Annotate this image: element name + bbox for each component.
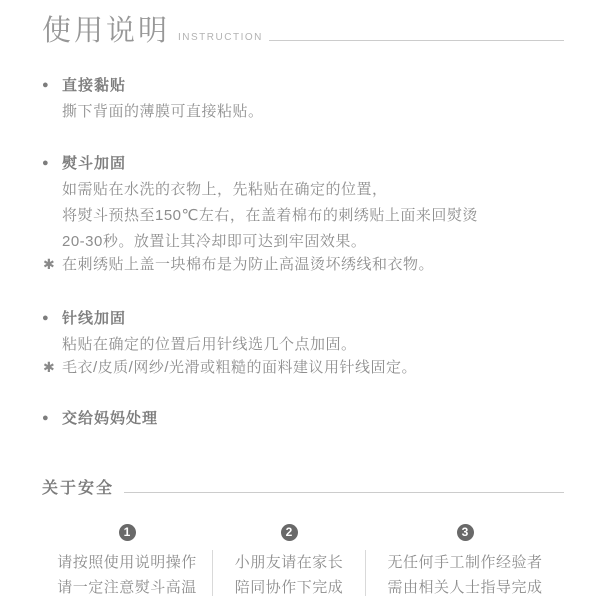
safety-rule [124, 492, 564, 493]
footnote-row [42, 356, 564, 379]
section-heading: 直接黏贴 [62, 76, 127, 94]
section-heading: 熨斗加固 [62, 154, 127, 172]
safety-text-line: 需由相关人士指导完成 [387, 579, 543, 597]
safety-item-1 [42, 524, 212, 600]
safety-text-line: 陪同协作下完成 [234, 579, 344, 597]
safety-item-3 [366, 524, 564, 600]
section-heading: 针线加固 [62, 309, 127, 327]
section-heading-row [42, 409, 564, 429]
safety-heading-row [42, 480, 564, 498]
safety-text-line: 无任何手工制作经验者 [387, 554, 543, 572]
section-heading: 交给妈妈处理 [62, 409, 159, 427]
bullet-icon: ● [42, 157, 49, 170]
number-badge-1: 1 [119, 524, 136, 541]
section-body-line: 将熨斗预热至150℃左右，在盖着棉布的刺绣贴上面来回熨烫 [62, 206, 478, 224]
footnote-text: 毛衣/皮质/网纱/光滑或粗糙的面料建议用针线固定。 [62, 358, 418, 376]
section-needle-fix [42, 309, 564, 379]
section-heading-row [42, 154, 564, 174]
section-direct-paste [42, 76, 564, 123]
section-body-line: 撕下背面的薄膜可直接粘贴。 [62, 102, 264, 120]
bullet-icon: ● [42, 412, 49, 425]
section-body-line: 如需贴在水洗的衣物上，先粘贴在确定的位置， [62, 180, 388, 198]
number-badge-2: 2 [281, 524, 298, 541]
asterisk-icon: ✱ [43, 358, 55, 375]
section-body-line: 20-30秒。放置让其冷却即可达到牢固效果。 [62, 232, 367, 250]
section-body-line: 粘贴在确定的位置后用针线选几个点加固。 [62, 335, 357, 353]
section-heading-row [42, 76, 564, 96]
safety-columns [42, 524, 564, 600]
footnote-text: 在刺绣贴上盖一块棉布是为防止高温烫坏绣线和衣物。 [62, 255, 435, 273]
section-iron-fix [42, 154, 564, 276]
bullet-icon: ● [42, 312, 49, 325]
bullet-icon: ● [42, 79, 49, 92]
safety-text-line: 请一定注意熨斗高温 [57, 579, 197, 597]
safety-item-2 [213, 524, 365, 600]
section-give-to-mom [42, 409, 564, 429]
page-title: 使用说明 [42, 15, 171, 47]
header-rule [269, 40, 564, 41]
safety-text-line: 小朋友请在家长 [234, 554, 344, 572]
footnote-row [42, 253, 564, 276]
safety-text-line: 请按照使用说明操作 [57, 554, 197, 572]
number-badge-3: 3 [457, 524, 474, 541]
page-subtitle: INSTRUCTION [178, 31, 263, 43]
asterisk-icon: ✱ [43, 255, 55, 272]
section-heading-row [42, 309, 564, 329]
page-header [42, 16, 564, 48]
safety-heading: 关于安全 [42, 479, 115, 497]
safety-section [42, 480, 564, 600]
